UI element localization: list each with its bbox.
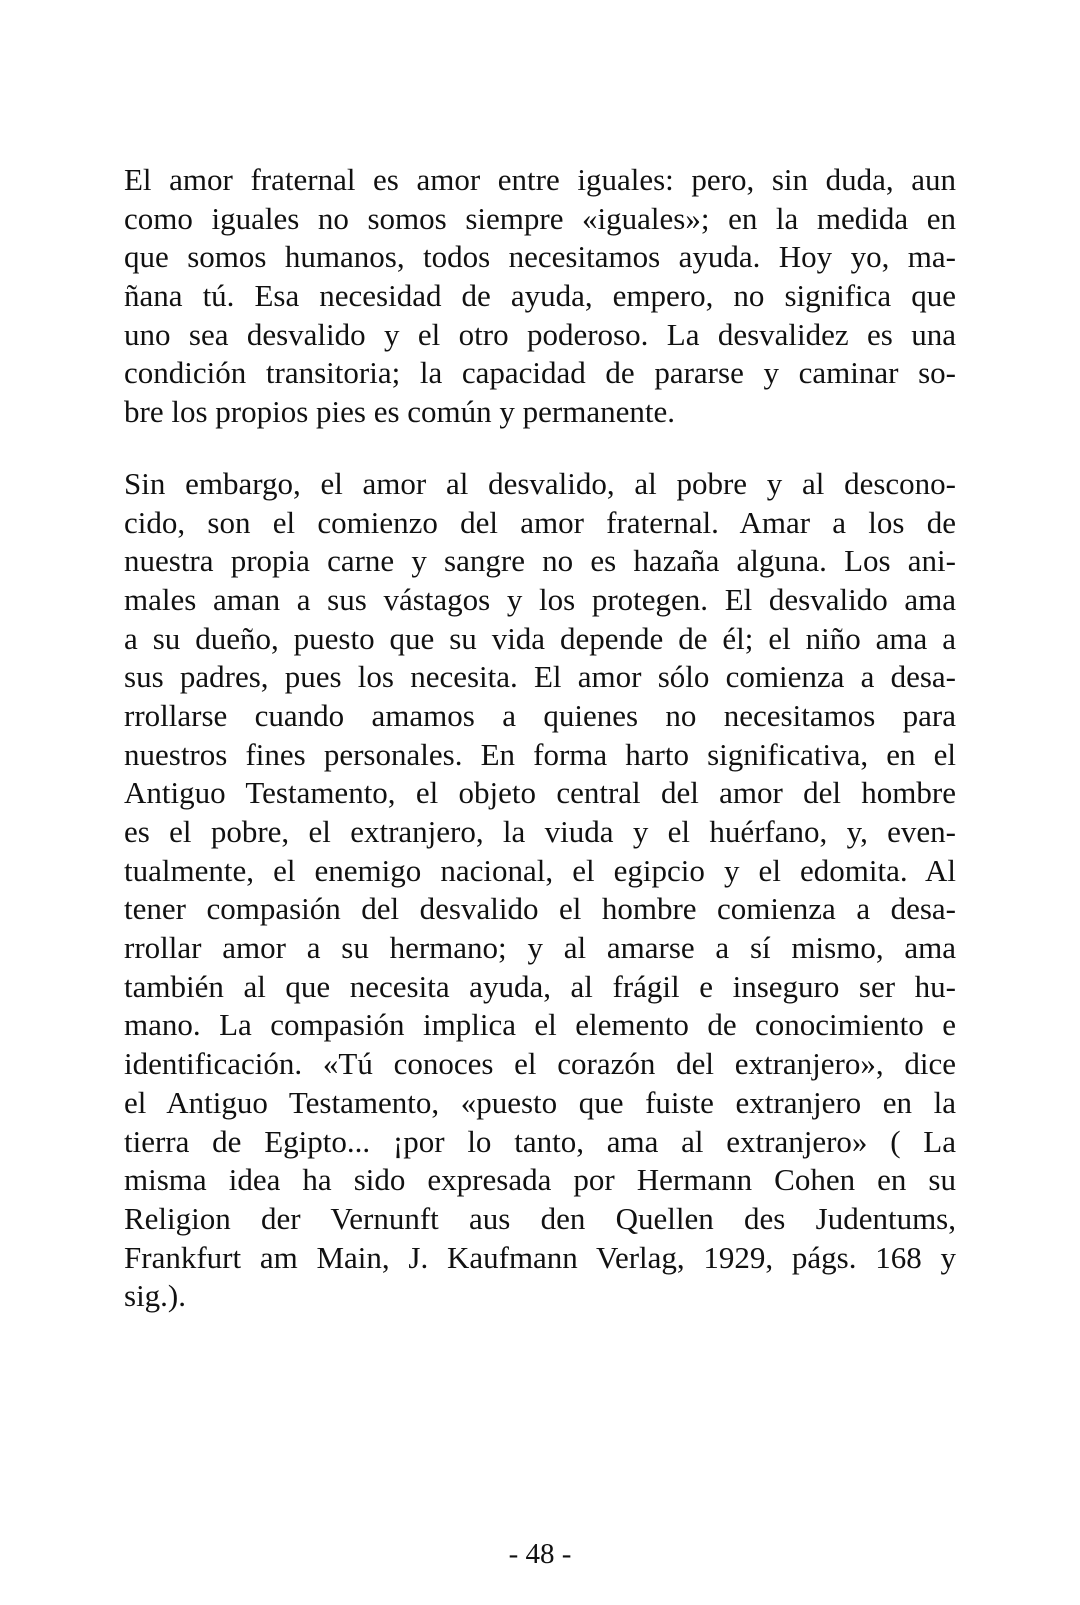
text-line: también al que necesita ayuda, al frágil e inseguro ser hu- bbox=[124, 968, 956, 1004]
text-line: el Antiguo Testamento, «puesto que fuiste extranjero en la bbox=[124, 1084, 956, 1120]
text-line: como iguales no somos siempre «iguales»; en la medida en bbox=[124, 200, 956, 236]
text-line: que somos humanos, todos necesitamos ayuda. Hoy yo, ma- bbox=[124, 239, 956, 275]
text-line: Antiguo Testamento, el objeto central del amor del hombre bbox=[124, 775, 956, 811]
text-line: tener compasión del desvalido el hombre comienza a desa- bbox=[124, 891, 956, 927]
text-line: misma idea ha sido expresada por Hermann Cohen en su bbox=[124, 1162, 956, 1198]
text-line: identificación. «Tú conoces el corazón del extranjero», dice bbox=[124, 1046, 956, 1082]
text-line: sig.). bbox=[124, 1278, 186, 1314]
text-line: bre los propios pies es común y permanente. bbox=[124, 394, 675, 430]
text-line: Religion der Vernunft aus den Quellen des Judentums, bbox=[124, 1200, 956, 1236]
paragraph-gap bbox=[124, 432, 956, 465]
text-line: ñana tú. Esa necesidad de ayuda, empero, no significa que bbox=[124, 278, 956, 314]
text-line: mano. La compasión implica el elemento de conocimiento e bbox=[124, 1007, 956, 1043]
text-line: males aman a sus vástagos y los protegen. El desvalido ama bbox=[124, 581, 956, 617]
paragraph-2 bbox=[124, 465, 956, 1316]
text-line: rrollar amor a su hermano; y al amarse a sí mismo, ama bbox=[124, 930, 956, 966]
text-line: rrollarse cuando amamos a quienes no necesitamos para bbox=[124, 697, 956, 733]
text-line: nuestros fines personales. En forma harto significativa, en el bbox=[124, 736, 956, 772]
text-line: uno sea desvalido y el otro poderoso. La desvalidez es una bbox=[124, 316, 956, 352]
text-line: cido, son el comienzo del amor fraternal. Amar a los de bbox=[124, 504, 956, 540]
body-text bbox=[124, 161, 956, 1316]
text-line: a su dueño, puesto que su vida depende de él; el niño ama a bbox=[124, 620, 956, 656]
text-line: nuestra propia carne y sangre no es hazaña alguna. Los ani- bbox=[124, 543, 956, 579]
text-line: tierra de Egipto... ¡por lo tanto, ama al extranjero» ( La bbox=[124, 1123, 956, 1159]
text-line: sus padres, pues los necesita. El amor sólo comienza a desa- bbox=[124, 659, 956, 695]
page-number: - 48 - bbox=[508, 1538, 572, 1570]
text-line: es el pobre, el extranjero, la viuda y el huérfano, y, even- bbox=[124, 814, 956, 849]
text-line: El amor fraternal es amor entre iguales: pero, sin duda, aun bbox=[124, 162, 956, 197]
text-line: tualmente, el enemigo nacional, el egipcio y el edomita. Al bbox=[124, 852, 956, 888]
text-line: Sin embargo, el amor al desvalido, al pobre y al descono- bbox=[124, 465, 956, 501]
paragraph-1 bbox=[124, 161, 956, 432]
text-line: Frankfurt am Main, J. Kaufmann Verlag, 1929, págs. 168 y bbox=[124, 1239, 956, 1275]
text-line: condición transitoria; la capacidad de pararse y caminar so- bbox=[124, 355, 956, 391]
